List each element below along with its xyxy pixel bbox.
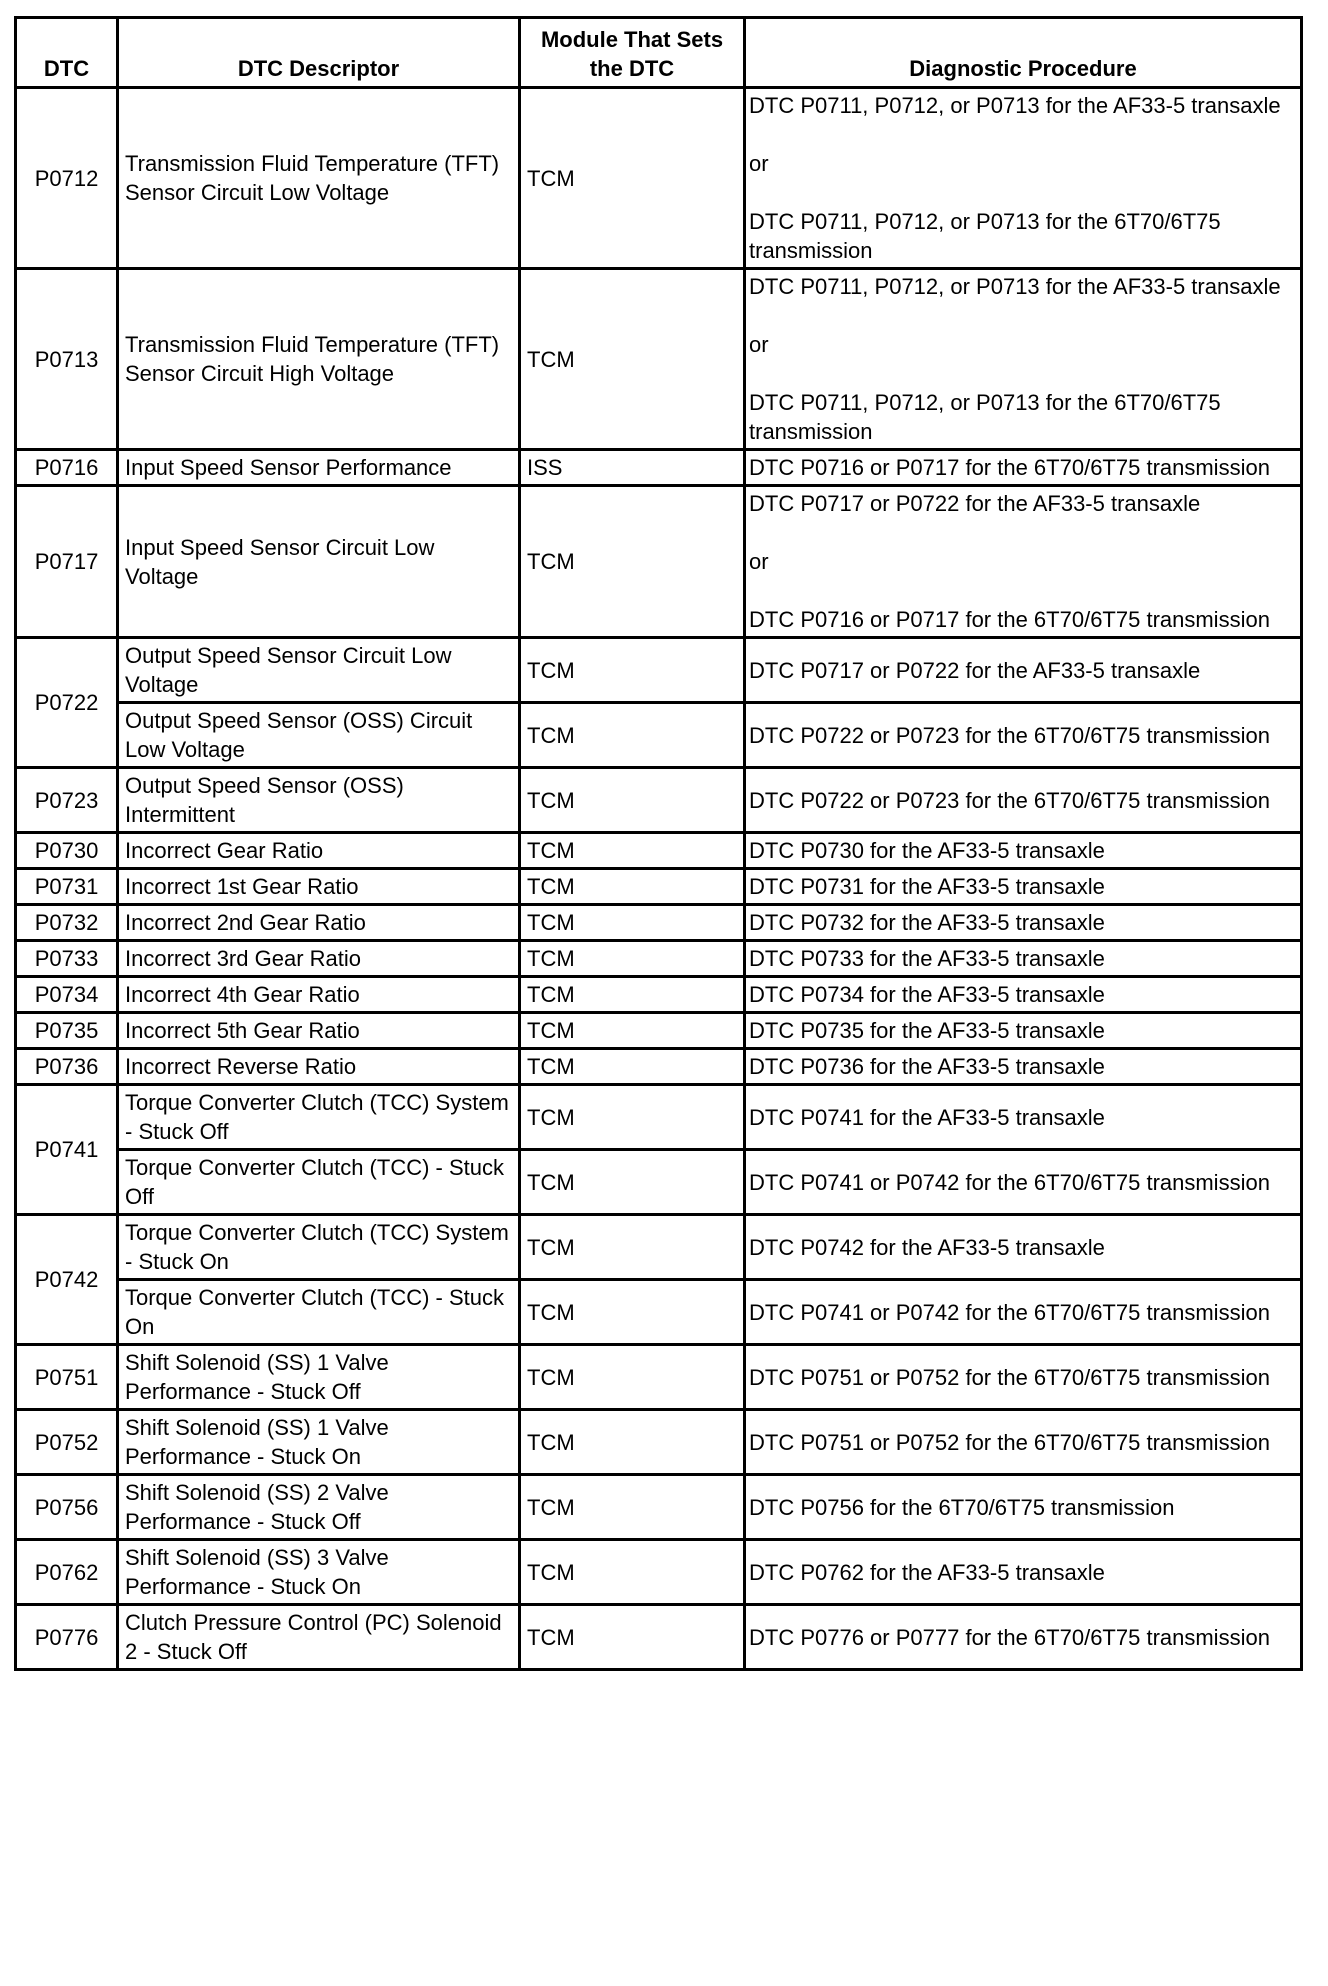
table-row — [16, 450, 1302, 486]
header-procedure: Diagnostic Procedure — [745, 18, 1302, 88]
procedure-spacer — [749, 518, 1294, 547]
procedure-line: DTC P0722 or P0723 for the 6T70/6T75 transmission — [749, 722, 1270, 748]
table-row — [16, 1410, 1302, 1475]
procedure-line: DTC P0734 for the AF33-5 transaxle — [749, 982, 1105, 1007]
diagnostic-procedure-cell — [745, 1150, 1302, 1215]
module-cell: TCM — [520, 269, 745, 450]
diagnostic-procedure-cell — [745, 1345, 1302, 1410]
table-row — [16, 486, 1302, 638]
procedure-line: DTC P0741 or P0742 for the 6T70/6T75 transmission — [749, 1169, 1270, 1195]
diagnostic-procedure-cell — [745, 88, 1302, 269]
diagnostic-procedure-cell — [745, 1215, 1302, 1280]
dtc-code-cell: P0733 — [16, 941, 118, 977]
procedure-line: DTC P0730 for the AF33-5 transaxle — [749, 838, 1105, 863]
diagnostic-procedure-cell — [745, 1085, 1302, 1150]
dtc-descriptor-cell: Shift Solenoid (SS) 1 Valve Performance - Stuck Off — [118, 1345, 520, 1410]
procedure-line: DTC P0711, P0712, or P0713 for the 6T70/6T75 transmission — [749, 209, 1221, 263]
diagnostic-procedure-cell — [745, 269, 1302, 450]
header-descriptor: DTC Descriptor — [118, 18, 520, 88]
module-cell: TCM — [520, 869, 745, 905]
header-dtc: DTC — [16, 18, 118, 88]
module-cell: TCM — [520, 638, 745, 703]
procedure-line: DTC P0751 or P0752 for the 6T70/6T75 transmission — [749, 1429, 1270, 1455]
module-cell: TCM — [520, 941, 745, 977]
table-row — [16, 1540, 1302, 1605]
dtc-code-cell: P0734 — [16, 977, 118, 1013]
table-row — [16, 1085, 1302, 1150]
table-row — [16, 1150, 1302, 1215]
dtc-descriptor-cell: Input Speed Sensor Performance — [118, 450, 520, 486]
module-cell: TCM — [520, 977, 745, 1013]
table-row — [16, 1280, 1302, 1345]
dtc-code-cell: P0730 — [16, 833, 118, 869]
procedure-line: DTC P0716 or P0717 for the 6T70/6T75 transmission — [749, 607, 1270, 632]
module-cell: TCM — [520, 905, 745, 941]
module-cell: TCM — [520, 833, 745, 869]
procedure-line: DTC P0762 for the AF33-5 transaxle — [749, 1559, 1105, 1585]
dtc-descriptor-cell: Incorrect 3rd Gear Ratio — [118, 941, 520, 977]
procedure-line: DTC P0776 or P0777 for the 6T70/6T75 transmission — [749, 1624, 1270, 1650]
procedure-line: DTC P0711, P0712, or P0713 for the 6T70/6T75 transmission — [749, 390, 1221, 444]
procedure-line: DTC P0741 for the AF33-5 transaxle — [749, 1104, 1105, 1130]
module-cell: TCM — [520, 1475, 745, 1540]
diagnostic-procedure-cell — [745, 450, 1302, 486]
procedure-spacer — [749, 301, 1294, 330]
table-row — [16, 977, 1302, 1013]
dtc-code-cell: P0756 — [16, 1475, 118, 1540]
diagnostic-procedure-cell — [745, 1280, 1302, 1345]
procedure-line: DTC P0741 or P0742 for the 6T70/6T75 transmission — [749, 1299, 1270, 1325]
table-row — [16, 869, 1302, 905]
diagnostic-procedure-cell — [745, 1605, 1302, 1670]
procedure-line: DTC P0742 for the AF33-5 transaxle — [749, 1234, 1105, 1260]
dtc-code-cell: P0712 — [16, 88, 118, 269]
dtc-code-cell: P0735 — [16, 1013, 118, 1049]
procedure-line: DTC P0751 or P0752 for the 6T70/6T75 transmission — [749, 1364, 1270, 1390]
module-cell: TCM — [520, 88, 745, 269]
diagnostic-procedure-cell — [745, 703, 1302, 768]
dtc-code-cell: P0722 — [16, 638, 118, 768]
table-row — [16, 269, 1302, 450]
dtc-descriptor-cell: Output Speed Sensor (OSS) Intermittent — [118, 768, 520, 833]
module-cell: TCM — [520, 1013, 745, 1049]
procedure-spacer — [749, 120, 1294, 149]
dtc-code-cell: P0776 — [16, 1605, 118, 1670]
dtc-descriptor-cell: Incorrect 4th Gear Ratio — [118, 977, 520, 1013]
table-row — [16, 1605, 1302, 1670]
module-cell: TCM — [520, 486, 745, 638]
diagnostic-procedure-cell — [745, 1049, 1302, 1085]
dtc-code-cell: P0762 — [16, 1540, 118, 1605]
dtc-descriptor-cell: Input Speed Sensor Circuit Low Voltage — [118, 486, 520, 638]
procedure-line: DTC P0732 for the AF33-5 transaxle — [749, 910, 1105, 935]
module-cell: TCM — [520, 1410, 745, 1475]
table-body — [16, 88, 1302, 1670]
dtc-code-cell: P0736 — [16, 1049, 118, 1085]
procedure-line: DTC P0735 for the AF33-5 transaxle — [749, 1018, 1105, 1043]
dtc-descriptor-cell: Incorrect 1st Gear Ratio — [118, 869, 520, 905]
header-row — [16, 18, 1302, 88]
dtc-descriptor-cell: Output Speed Sensor Circuit Low Voltage — [118, 638, 520, 703]
table-row — [16, 1475, 1302, 1540]
procedure-line: DTC P0733 for the AF33-5 transaxle — [749, 946, 1105, 971]
dtc-descriptor-cell: Incorrect Reverse Ratio — [118, 1049, 520, 1085]
dtc-code-cell: P0723 — [16, 768, 118, 833]
dtc-descriptor-cell: Torque Converter Clutch (TCC) - Stuck Off — [118, 1150, 520, 1215]
procedure-line: DTC P0736 for the AF33-5 transaxle — [749, 1054, 1105, 1079]
module-cell: TCM — [520, 1150, 745, 1215]
dtc-descriptor-cell: Torque Converter Clutch (TCC) - Stuck On — [118, 1280, 520, 1345]
dtc-code-cell: P0713 — [16, 269, 118, 450]
procedure-line: or — [749, 332, 769, 357]
module-cell: TCM — [520, 1540, 745, 1605]
header-module: Module That Sets the DTC — [520, 18, 745, 88]
table-row — [16, 941, 1302, 977]
procedure-line: DTC P0717 or P0722 for the AF33-5 transaxle — [749, 491, 1201, 516]
dtc-descriptor-cell: Torque Converter Clutch (TCC) System - Stuck On — [118, 1215, 520, 1280]
table-row — [16, 703, 1302, 768]
dtc-descriptor-cell: Transmission Fluid Temperature (TFT) Sensor Circuit High Voltage — [118, 269, 520, 450]
module-cell: TCM — [520, 1049, 745, 1085]
dtc-descriptor-cell: Incorrect 2nd Gear Ratio — [118, 905, 520, 941]
dtc-descriptor-cell: Shift Solenoid (SS) 3 Valve Performance - Stuck On — [118, 1540, 520, 1605]
table-row — [16, 1049, 1302, 1085]
procedure-line: or — [749, 151, 769, 176]
module-cell: TCM — [520, 1605, 745, 1670]
dtc-descriptor-cell: Incorrect 5th Gear Ratio — [118, 1013, 520, 1049]
table-row — [16, 88, 1302, 269]
procedure-spacer — [749, 576, 1294, 605]
diagnostic-procedure-cell — [745, 905, 1302, 941]
table-row — [16, 833, 1302, 869]
diagnostic-procedure-cell — [745, 941, 1302, 977]
dtc-descriptor-cell: Clutch Pressure Control (PC) Solenoid 2 - Stuck Off — [118, 1605, 520, 1670]
procedure-line: DTC P0756 for the 6T70/6T75 transmission — [749, 1494, 1175, 1520]
dtc-code-cell: P0731 — [16, 869, 118, 905]
procedure-line: DTC P0722 or P0723 for the 6T70/6T75 transmission — [749, 787, 1270, 813]
procedure-line: DTC P0731 for the AF33-5 transaxle — [749, 874, 1105, 899]
module-cell: ISS — [520, 450, 745, 486]
procedure-line: or — [749, 549, 769, 574]
diagnostic-procedure-cell — [745, 833, 1302, 869]
procedure-line: DTC P0716 or P0717 for the 6T70/6T75 transmission — [749, 455, 1270, 480]
diagnostic-procedure-cell — [745, 638, 1302, 703]
table-row — [16, 1013, 1302, 1049]
module-cell: TCM — [520, 1215, 745, 1280]
procedure-line: DTC P0711, P0712, or P0713 for the AF33-5 transaxle — [749, 274, 1281, 299]
procedure-line: DTC P0711, P0712, or P0713 for the AF33-5 transaxle — [749, 93, 1281, 118]
diagnostic-procedure-cell — [745, 1410, 1302, 1475]
diagnostic-procedure-cell — [745, 1540, 1302, 1605]
procedure-spacer — [749, 178, 1294, 207]
table-row — [16, 905, 1302, 941]
table-row — [16, 768, 1302, 833]
dtc-descriptor-cell: Transmission Fluid Temperature (TFT) Sensor Circuit Low Voltage — [118, 88, 520, 269]
procedure-line: DTC P0717 or P0722 for the AF33-5 transaxle — [749, 657, 1201, 683]
diagnostic-procedure-cell — [745, 768, 1302, 833]
dtc-code-cell: P0751 — [16, 1345, 118, 1410]
table-row — [16, 1215, 1302, 1280]
dtc-code-cell: P0716 — [16, 450, 118, 486]
module-cell: TCM — [520, 703, 745, 768]
diagnostic-procedure-cell — [745, 486, 1302, 638]
dtc-table — [14, 16, 1303, 1671]
procedure-spacer — [749, 359, 1294, 388]
dtc-descriptor-cell: Incorrect Gear Ratio — [118, 833, 520, 869]
diagnostic-procedure-cell — [745, 1475, 1302, 1540]
diagnostic-procedure-cell — [745, 1013, 1302, 1049]
dtc-descriptor-cell: Torque Converter Clutch (TCC) System - Stuck Off — [118, 1085, 520, 1150]
dtc-descriptor-cell: Output Speed Sensor (OSS) Circuit Low Voltage — [118, 703, 520, 768]
dtc-code-cell: P0732 — [16, 905, 118, 941]
dtc-descriptor-cell: Shift Solenoid (SS) 2 Valve Performance - Stuck Off — [118, 1475, 520, 1540]
module-cell: TCM — [520, 1345, 745, 1410]
dtc-code-cell: P0752 — [16, 1410, 118, 1475]
module-cell: TCM — [520, 1085, 745, 1150]
table-row — [16, 638, 1302, 703]
table-row — [16, 1345, 1302, 1410]
dtc-descriptor-cell: Shift Solenoid (SS) 1 Valve Performance - Stuck On — [118, 1410, 520, 1475]
module-cell: TCM — [520, 768, 745, 833]
dtc-code-cell: P0742 — [16, 1215, 118, 1345]
dtc-code-cell: P0741 — [16, 1085, 118, 1215]
diagnostic-procedure-cell — [745, 977, 1302, 1013]
module-cell: TCM — [520, 1280, 745, 1345]
dtc-code-cell: P0717 — [16, 486, 118, 638]
diagnostic-procedure-cell — [745, 869, 1302, 905]
